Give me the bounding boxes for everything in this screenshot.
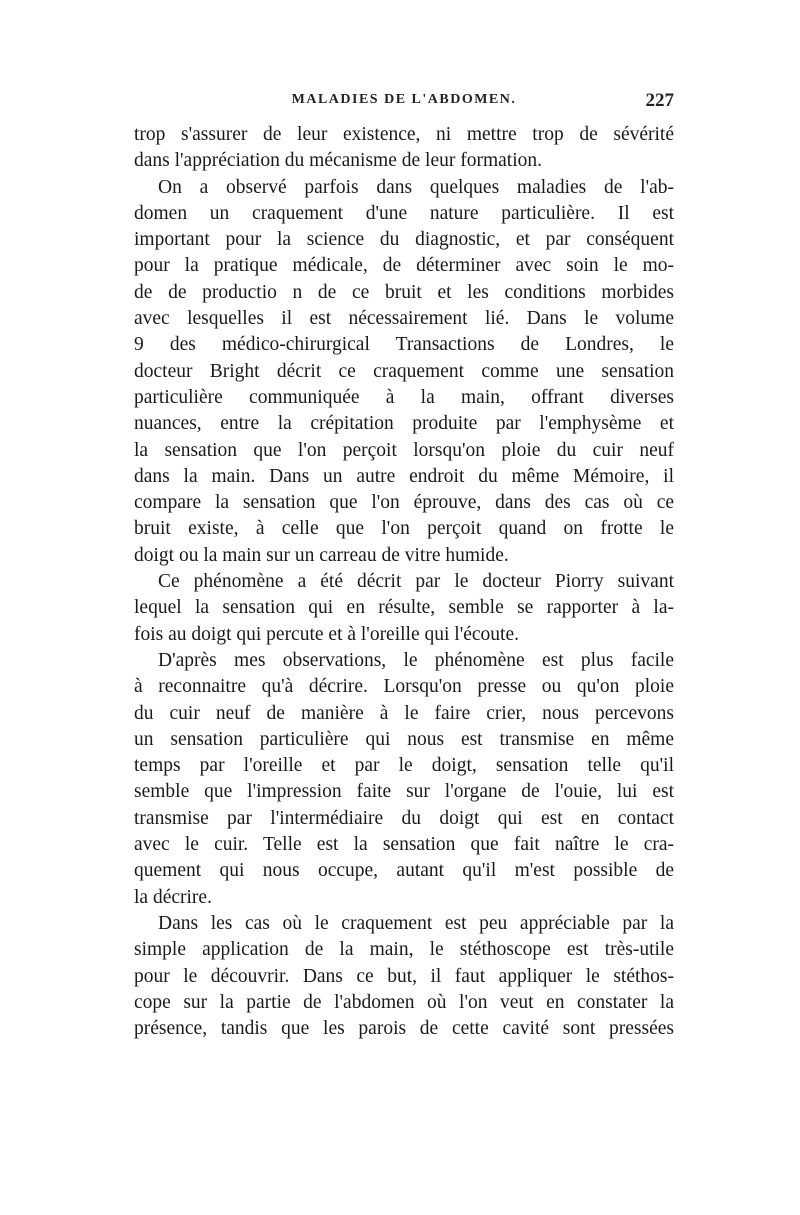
text-line: dans l'appréciation du mécanisme de leur formation. [134,150,542,172]
text-line: compare la sensation que l'on éprouve, dans des cas où ce [134,492,674,514]
text-line: 9 des médico-chirurgical Transactions de Londres, le [134,334,674,356]
text-line: présence, tandis que les parois de cette cavité sont pressées [134,1018,674,1040]
text-line: pour le découvrir. Dans ce but, il faut appliquer le stéthos- [134,965,674,987]
paragraph-first-line: Ce phénomène a été décrit par le docteur Piorry suivant [158,571,674,593]
text-line: nuances, entre la crépitation produite par l'emphysème et [134,413,674,435]
text-line: la décrire. [134,886,212,908]
body-text [134,122,674,1042]
text-line: quement qui nous occupe, autant qu'il m'est possible de [134,860,674,882]
text-line: temps par l'oreille et par le doigt, sensation telle qu'il [134,755,674,777]
text-line: du cuir neuf de manière à le faire crier, nous percevons [134,702,674,724]
text-line: dans la main. Dans un autre endroit du même Mémoire, il [134,465,674,487]
text-line: domen un craquement d'une nature particulière. Il est [134,202,674,224]
paragraph-first-line: Dans les cas où le craquement est peu appréciable par la [158,912,674,934]
text-line: simple application de la main, le stéthoscope est très-utile [134,939,674,961]
text-line: de de productio n de ce bruit et les conditions morbides [134,281,674,303]
text-line: fois au doigt qui percute et à l'oreille qui l'écoute. [134,623,519,645]
text-line: un sensation particulière qui nous est transmise en même [134,728,674,750]
text-line: transmise par l'intermédiaire du doigt qui est en contact [134,807,674,829]
paragraph-first-line: D'après mes observations, le phénomène est plus facile [158,649,674,671]
text-line: important pour la science du diagnostic, et par conséquent [134,229,674,251]
text-line: trop s'assurer de leur existence, ni mettre trop de sévérité [134,124,674,145]
text-line: pour la pratique médicale, de déterminer avec soin le mo- [134,255,674,277]
paragraph-first-line: On a observé parfois dans quelques maladies de l'ab- [158,176,674,198]
text-line: cope sur la partie de l'abdomen où l'on veut en constater la [134,991,674,1013]
text-line: à reconnaitre qu'à décrire. Lorsqu'on presse ou qu'on ploie [134,676,674,698]
text-line: avec lesquelles il est nécessairement lié. Dans le volume [134,308,674,330]
text-line: doigt ou la main sur un carreau de vitre humide. [134,544,509,566]
page-number: 227 [645,90,674,111]
text-line: bruit existe, à celle que l'on perçoit quand on frotte le [134,518,674,540]
page-header [134,92,674,116]
text-line: semble que l'impression faite sur l'organe de l'ouie, lui est [134,781,674,803]
text-line: la sensation que l'on perçoit lorsqu'on ploie du cuir neuf [134,439,674,461]
text-line: lequel la sensation qui en résulte, semble se rapporter à la- [134,597,674,619]
text-line: docteur Bright décrit ce craquement comme une sensation [134,360,674,382]
text-line: avec le cuir. Telle est la sensation que fait naître le cra- [134,834,674,856]
running-head: MALADIES DE L'ABDOMEN. [291,92,517,107]
text-line: particulière communiquée à la main, offrant diverses [134,386,674,408]
